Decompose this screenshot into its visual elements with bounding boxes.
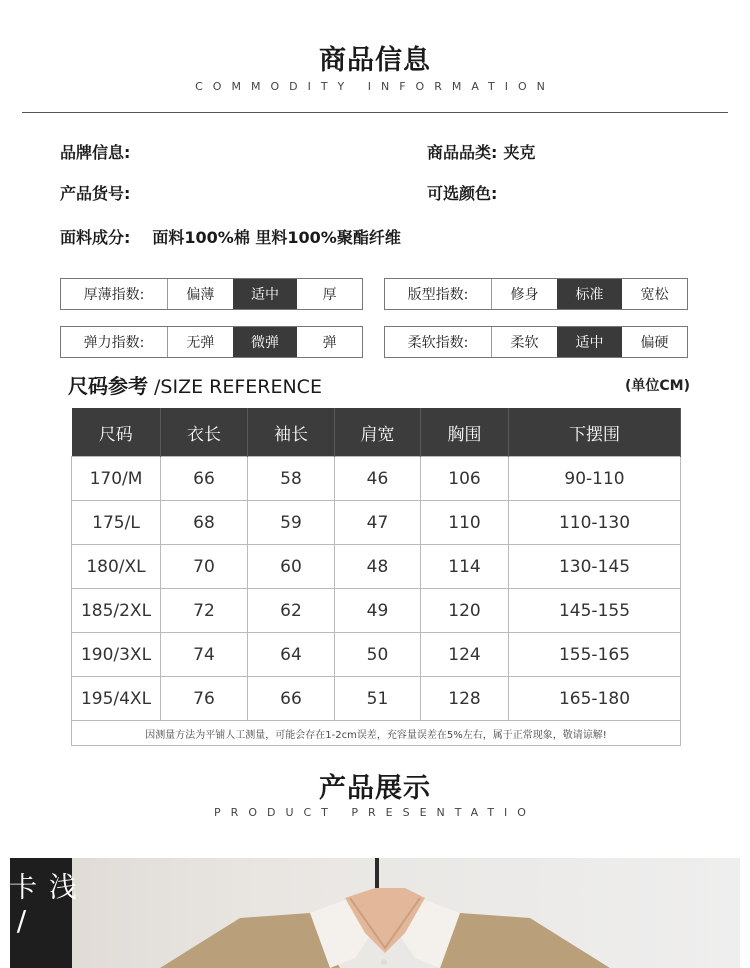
fit-option-slim: 修身 bbox=[510, 287, 539, 303]
cell: 47 bbox=[335, 501, 421, 545]
cell: 180/XL bbox=[72, 545, 161, 589]
table-row bbox=[72, 457, 681, 501]
cell: 46 bbox=[335, 457, 421, 501]
cell: 66 bbox=[161, 457, 248, 501]
header-hem: 下摆围 bbox=[509, 408, 681, 457]
table-row bbox=[72, 501, 681, 545]
table-row bbox=[72, 677, 681, 721]
cell: 190/3XL bbox=[72, 633, 161, 677]
size-title-en: /SIZE REFERENCE bbox=[154, 376, 322, 398]
cell: 64 bbox=[248, 633, 335, 677]
thickness-index bbox=[60, 278, 363, 310]
thickness-option-thick: 厚 bbox=[322, 287, 337, 303]
unit-label: (单位CM) bbox=[624, 378, 690, 394]
thickness-option-medium: 适中 bbox=[233, 279, 298, 309]
cell: 110-130 bbox=[509, 501, 681, 545]
color-info bbox=[427, 181, 503, 204]
fit-index bbox=[384, 278, 688, 310]
elasticity-index-label: 弹力指数: bbox=[61, 327, 168, 357]
size-table-header bbox=[72, 408, 681, 457]
cell: 165-180 bbox=[509, 677, 681, 721]
cell: 195/4XL bbox=[72, 677, 161, 721]
cell: 49 bbox=[335, 589, 421, 633]
fabric-value: 面料100%棉 里料100%聚酯纤维 bbox=[152, 228, 401, 247]
thickness-option-thin: 偏薄 bbox=[186, 287, 215, 303]
cell: 48 bbox=[335, 545, 421, 589]
elasticity-option-stretch: 弹 bbox=[322, 335, 337, 351]
cell: 66 bbox=[248, 677, 335, 721]
fabric-info bbox=[60, 225, 401, 248]
brand-label: 品牌信息: bbox=[60, 143, 131, 162]
jacket-collar-image bbox=[10, 858, 740, 968]
cell: 120 bbox=[421, 589, 509, 633]
size-table bbox=[71, 408, 681, 746]
header-size: 尺码 bbox=[72, 408, 161, 457]
cell: 51 bbox=[335, 677, 421, 721]
measurement-note: 因测量方法为平铺人工测量，可能会存在1-2cm误差，充容量误差在5%左右，属于正常现象，敬请谅解! bbox=[72, 721, 681, 746]
size-reference-title bbox=[68, 370, 322, 399]
size-title-cn: 尺码参考 bbox=[68, 374, 148, 398]
cell: 130-145 bbox=[509, 545, 681, 589]
cell: 50 bbox=[335, 633, 421, 677]
table-row bbox=[72, 545, 681, 589]
product-photo bbox=[5, 858, 740, 968]
category-label: 商品品类: bbox=[427, 143, 498, 162]
fit-option-loose: 宽松 bbox=[640, 287, 669, 303]
softness-index-label: 柔软指数: bbox=[385, 327, 492, 357]
table-row bbox=[72, 589, 681, 633]
elasticity-option-slight: 微弹 bbox=[233, 327, 298, 357]
softness-index bbox=[384, 326, 688, 358]
softness-option-soft: 柔软 bbox=[510, 335, 539, 351]
cell: 110 bbox=[421, 501, 509, 545]
divider bbox=[22, 112, 728, 113]
sku-info bbox=[60, 181, 136, 204]
cell: 76 bbox=[161, 677, 248, 721]
header-length: 衣长 bbox=[161, 408, 248, 457]
brand-info bbox=[60, 140, 136, 163]
cell: 145-155 bbox=[509, 589, 681, 633]
cell: 124 bbox=[421, 633, 509, 677]
cell: 155-165 bbox=[509, 633, 681, 677]
category-value: 夹克 bbox=[503, 143, 536, 162]
elasticity-index bbox=[60, 326, 363, 358]
product-presentation-subtitle: PRODUCT PRESENTATIO bbox=[214, 806, 536, 819]
cell: 175/L bbox=[72, 501, 161, 545]
cell: 68 bbox=[161, 501, 248, 545]
cell: 114 bbox=[421, 545, 509, 589]
sku-label: 产品货号: bbox=[60, 184, 131, 203]
cell: 170/M bbox=[72, 457, 161, 501]
cell: 106 bbox=[421, 457, 509, 501]
cell: 128 bbox=[421, 677, 509, 721]
softness-option-medium: 适中 bbox=[557, 327, 622, 357]
color-label: 可选颜色: bbox=[427, 184, 498, 203]
fabric-label: 面料成分: bbox=[60, 228, 131, 247]
cell: 60 bbox=[248, 545, 335, 589]
header-chest: 胸围 bbox=[421, 408, 509, 457]
softness-option-hard: 偏硬 bbox=[640, 335, 669, 351]
cell: 74 bbox=[161, 633, 248, 677]
color-tag: 浅卡/ bbox=[10, 858, 72, 968]
cell: 70 bbox=[161, 545, 248, 589]
cell: 59 bbox=[248, 501, 335, 545]
fit-index-label: 版型指数: bbox=[385, 279, 492, 309]
header-sleeve: 袖长 bbox=[248, 408, 335, 457]
elasticity-option-none: 无弹 bbox=[186, 335, 215, 351]
cell: 90-110 bbox=[509, 457, 681, 501]
cell: 58 bbox=[248, 457, 335, 501]
table-row bbox=[72, 633, 681, 677]
header-shoulder: 肩宽 bbox=[335, 408, 421, 457]
product-presentation-title: 产品展示 bbox=[319, 773, 431, 804]
fit-option-regular: 标准 bbox=[557, 279, 622, 309]
commodity-info-subtitle: COMMODITY INFORMATION bbox=[195, 80, 555, 93]
cell: 185/2XL bbox=[72, 589, 161, 633]
commodity-info-title: 商品信息 bbox=[319, 45, 431, 76]
thickness-index-label: 厚薄指数: bbox=[61, 279, 168, 309]
cell: 62 bbox=[248, 589, 335, 633]
table-note-row bbox=[72, 721, 681, 746]
cell: 72 bbox=[161, 589, 248, 633]
category-info bbox=[427, 140, 535, 163]
